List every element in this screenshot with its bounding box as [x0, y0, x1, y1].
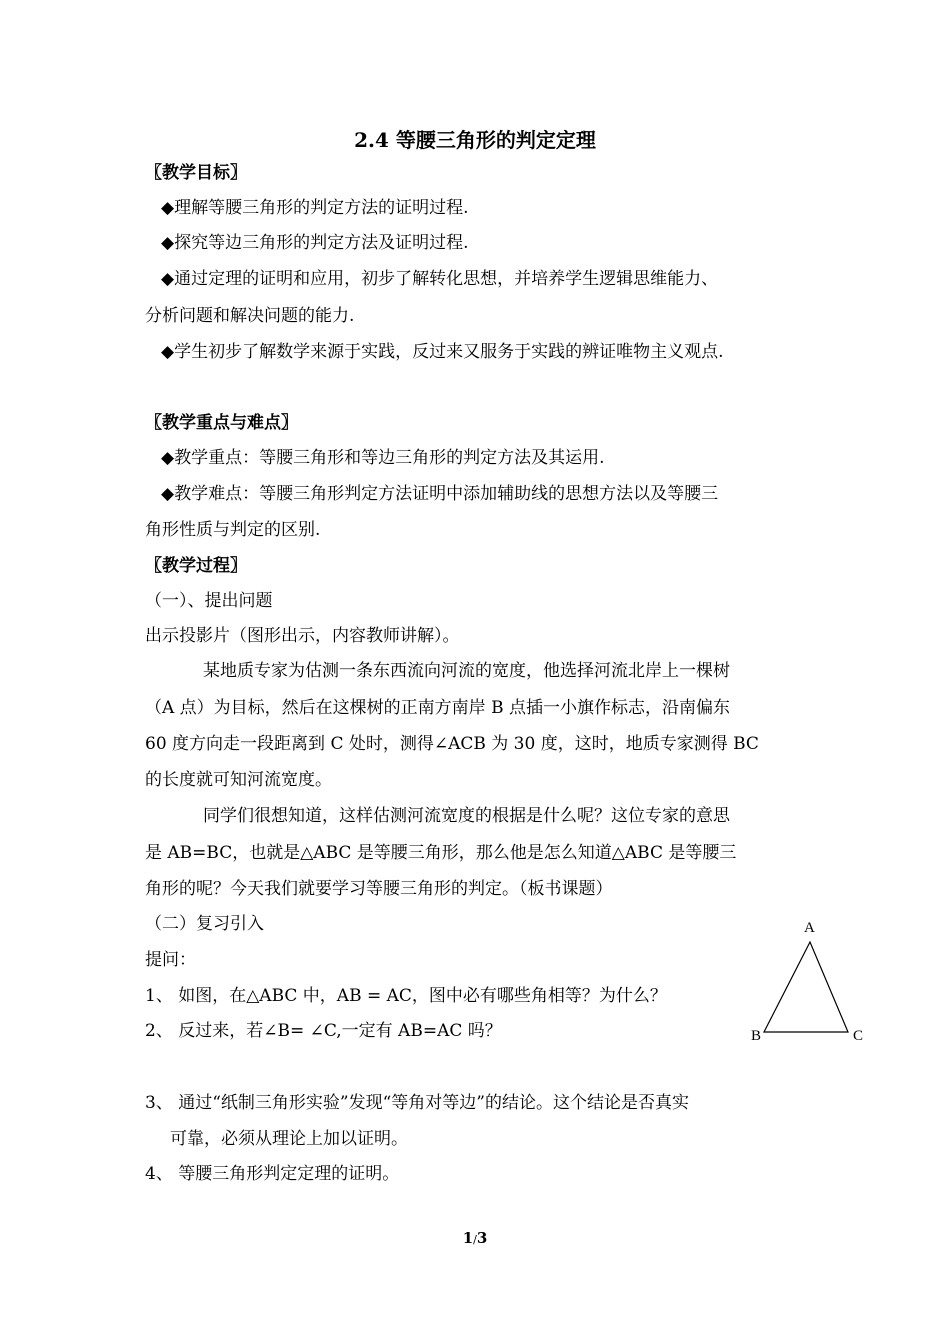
paragraph-line: 60 度方向走一段距离到 C 处时，测得∠ACB 为 30 度，这时，地质专家测得 BC — [145, 734, 759, 754]
page-number — [0, 1229, 950, 1247]
page-separator: / — [473, 1233, 477, 1246]
objective-item: ◆通过定理的证明和应用，初步了解转化思想，并培养学生逻辑思维能力、 — [161, 269, 719, 289]
current-page: 1 — [462, 1229, 474, 1247]
paragraph-line: （A 点）为目标，然后在这棵树的正南方南岸 B 点插一小旗作标志，沿南偏东 — [145, 698, 730, 718]
keypoint-item: ◆教学重点：等腰三角形和等边三角形的判定方法及其运用. — [161, 448, 605, 468]
objective-item: ◆理解等腰三角形的判定方法的证明过程. — [161, 198, 469, 218]
section-heading-keypoints: 〖教学重点与难点〗 — [145, 413, 298, 433]
section-heading-process: 〖教学过程〗 — [145, 556, 247, 576]
question-item: 1、 如图，在△ABC 中，AB = AC，图中必有哪些角相等？为什么？ — [145, 986, 667, 1006]
objective-item: ◆探究等边三角形的判定方法及证明过程. — [161, 233, 469, 253]
paragraph-line: 某地质专家为估测一条东西流向河流的宽度，他选择河流北岸上一棵树 — [203, 661, 730, 681]
question-item: 3、 通过“纸制三角形实验”发现“等角对等边”的结论。这个结论是否真实 — [145, 1093, 689, 1113]
question-label: 提问： — [145, 950, 196, 970]
paragraph-line: 是 AB=BC，也就是△ABC 是等腰三角形，那么他是怎么知道△ABC 是等腰三 — [145, 843, 737, 863]
part-heading: （一）、提出问题 — [145, 591, 273, 611]
vertex-label-a: A — [804, 920, 815, 936]
objective-item-continuation: 分析问题和解决问题的能力. — [145, 306, 355, 326]
paragraph-line: 的长度就可知河流宽度。 — [145, 770, 332, 790]
vertex-label-b: B — [751, 1028, 762, 1044]
question-item: 4、 等腰三角形判定定理的证明。 — [145, 1164, 400, 1184]
keypoint-item: ◆教学难点：等腰三角形判定方法证明中添加辅助线的思想方法以及等腰三 — [161, 484, 719, 504]
total-pages: 3 — [476, 1229, 488, 1247]
objective-item: ◆学生初步了解数学来源于实践，反过来又服务于实践的辨证唯物主义观点. — [161, 342, 724, 362]
paragraph-line: 同学们很想知道，这样估测河流宽度的根据是什么呢？这位专家的意思 — [203, 806, 730, 826]
triangle-figure — [740, 915, 870, 1050]
vertex-label-c: C — [853, 1028, 864, 1044]
paragraph-line: 出示投影片（图形出示，内容教师讲解）。 — [145, 626, 460, 646]
triangle-shape — [764, 942, 848, 1032]
page-title: 2.4 等腰三角形的判定定理 — [354, 128, 596, 152]
question-item-continuation: 可靠，必须从理论上加以证明。 — [170, 1129, 408, 1149]
paragraph-line: 角形的呢？今天我们就要学习等腰三角形的判定。（板书课题） — [145, 879, 613, 899]
keypoint-item-continuation: 角形性质与判定的区别. — [145, 520, 321, 540]
part-heading: （二）复习引入 — [145, 914, 264, 934]
section-heading-objectives: 〖教学目标〗 — [145, 163, 247, 183]
question-item: 2、 反过来，若∠B= ∠C,一定有 AB=AC 吗？ — [145, 1021, 502, 1041]
